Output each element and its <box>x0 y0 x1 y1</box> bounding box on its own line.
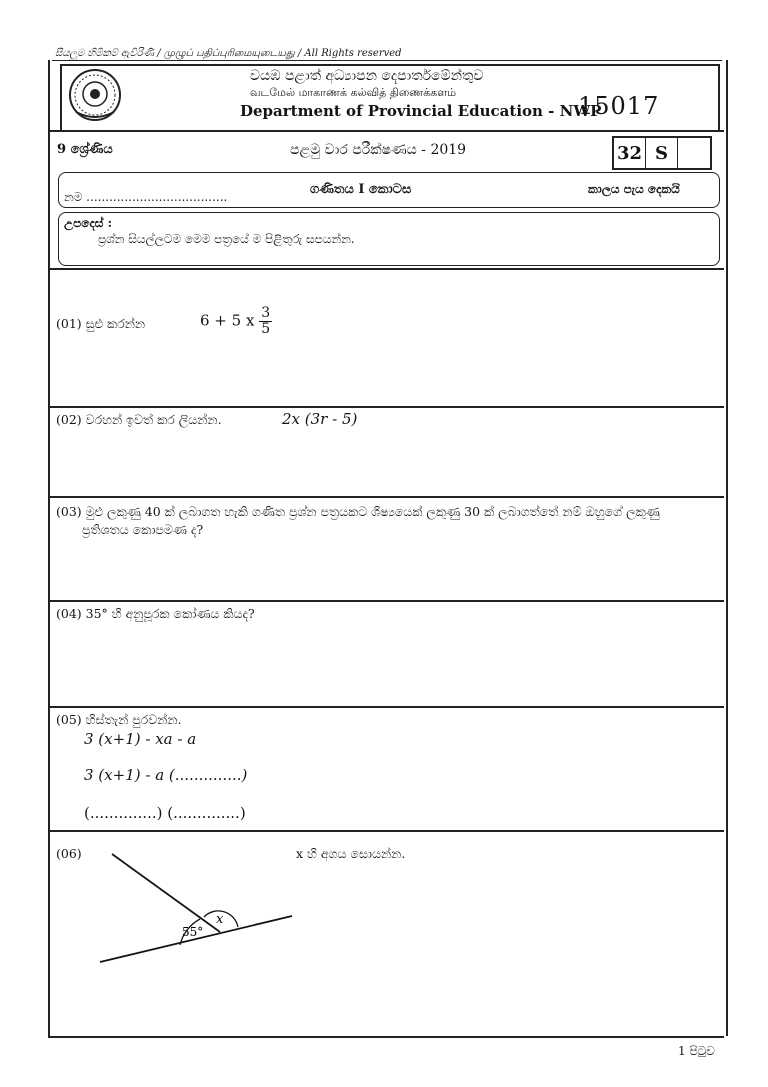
department-logo <box>66 66 124 124</box>
fraction-numerator: 3 <box>261 305 271 321</box>
question-2-expression: 2x (3r - 5) <box>282 410 358 428</box>
question-3-line-2: ප්‍රතිශතය කොපමණ ද? <box>82 522 204 537</box>
exam-title: පළමු වාර පරීක්ෂණය - 2019 <box>290 142 467 158</box>
instructions-text: ප්‍රශ්න සියල්ලටම මෙම පත්‍රයේ ම පිළිතුරු සපයන්න. <box>98 232 355 246</box>
exam-code: 15017 <box>578 92 660 120</box>
question-5-line-1: 3 (x+1) - xa - a <box>84 730 197 748</box>
fraction <box>259 306 272 337</box>
divider <box>48 268 724 270</box>
paper-code-medium: S <box>646 138 678 168</box>
divider <box>48 1036 724 1038</box>
question-5-line-3[interactable]: (..............) (..............) <box>84 804 246 822</box>
department-name-tamil: வடமேல் மாகாணக் கல்வித் திணைக்களம் <box>250 86 457 99</box>
department-name-sinhala: වයඹ පළාත් අධ්‍යාපන දෙපාර්තමේන්තුව <box>250 68 484 84</box>
fraction-denominator: 5 <box>261 321 271 337</box>
divider <box>48 706 724 708</box>
department-name-english: Department of Provincial Education - NWP <box>240 102 602 120</box>
straight-line <box>100 916 292 962</box>
name-field[interactable]: නම ..................................... <box>64 190 228 204</box>
divider <box>48 600 724 602</box>
page-number: 1 පිටුව <box>678 1044 715 1058</box>
rights-notice: සියලුම හිමිකම් ඇවිරිණි / முழுப் பதிப்புரிமையுடையது / All Rights reserved <box>55 48 402 59</box>
divider <box>48 130 724 132</box>
expression-main: 6 + 5 x <box>200 311 255 330</box>
question-2: (02) වරහන් ඉවත් කර ලියන්න. <box>56 412 222 427</box>
subject-title: ගණිතය I කොටස <box>310 182 412 197</box>
divider <box>48 496 724 498</box>
question-5-line-2[interactable]: 3 (x+1) - a (..............) <box>84 766 248 784</box>
divider <box>48 830 724 832</box>
question-6: x හි අගය සොයන්න. <box>296 846 406 861</box>
question-5: (05) හිස්තැන් පුරවන්න. <box>56 712 182 727</box>
question-4: (04) 35° හි අනුපූරක කෝණය කියද? <box>56 606 255 621</box>
question-3-line-1: (03) මුළු ලකුණු 40 ක් ලබාගත හැකි ගණිත ප්‍රශ්න පත්‍රයකට ශිෂ්‍යයෙක් ලකුණු 30 ක් ලබාගත්තේ නම් ඔහුගේ ලකුණු <box>56 504 660 519</box>
question-1: (01) සුළු කරන්න <box>56 316 146 331</box>
paper-code-number: 32 <box>614 138 646 168</box>
time-allowed: කාලය පැය දෙකයි <box>588 182 680 196</box>
angle-diagram <box>90 850 300 970</box>
question-1-expression <box>200 306 272 337</box>
grade-label: 9 ශ්‍රේණිය <box>57 142 113 157</box>
paper-code-blank <box>678 138 710 168</box>
intersecting-line <box>112 854 220 932</box>
angle-label-x: x <box>216 912 224 927</box>
instructions-label: උපදෙස් : <box>64 216 113 230</box>
divider <box>48 406 724 408</box>
angle-label-55: 55° <box>182 925 204 939</box>
question-6-number: (06) <box>56 846 82 861</box>
paper-code-box <box>612 136 712 170</box>
